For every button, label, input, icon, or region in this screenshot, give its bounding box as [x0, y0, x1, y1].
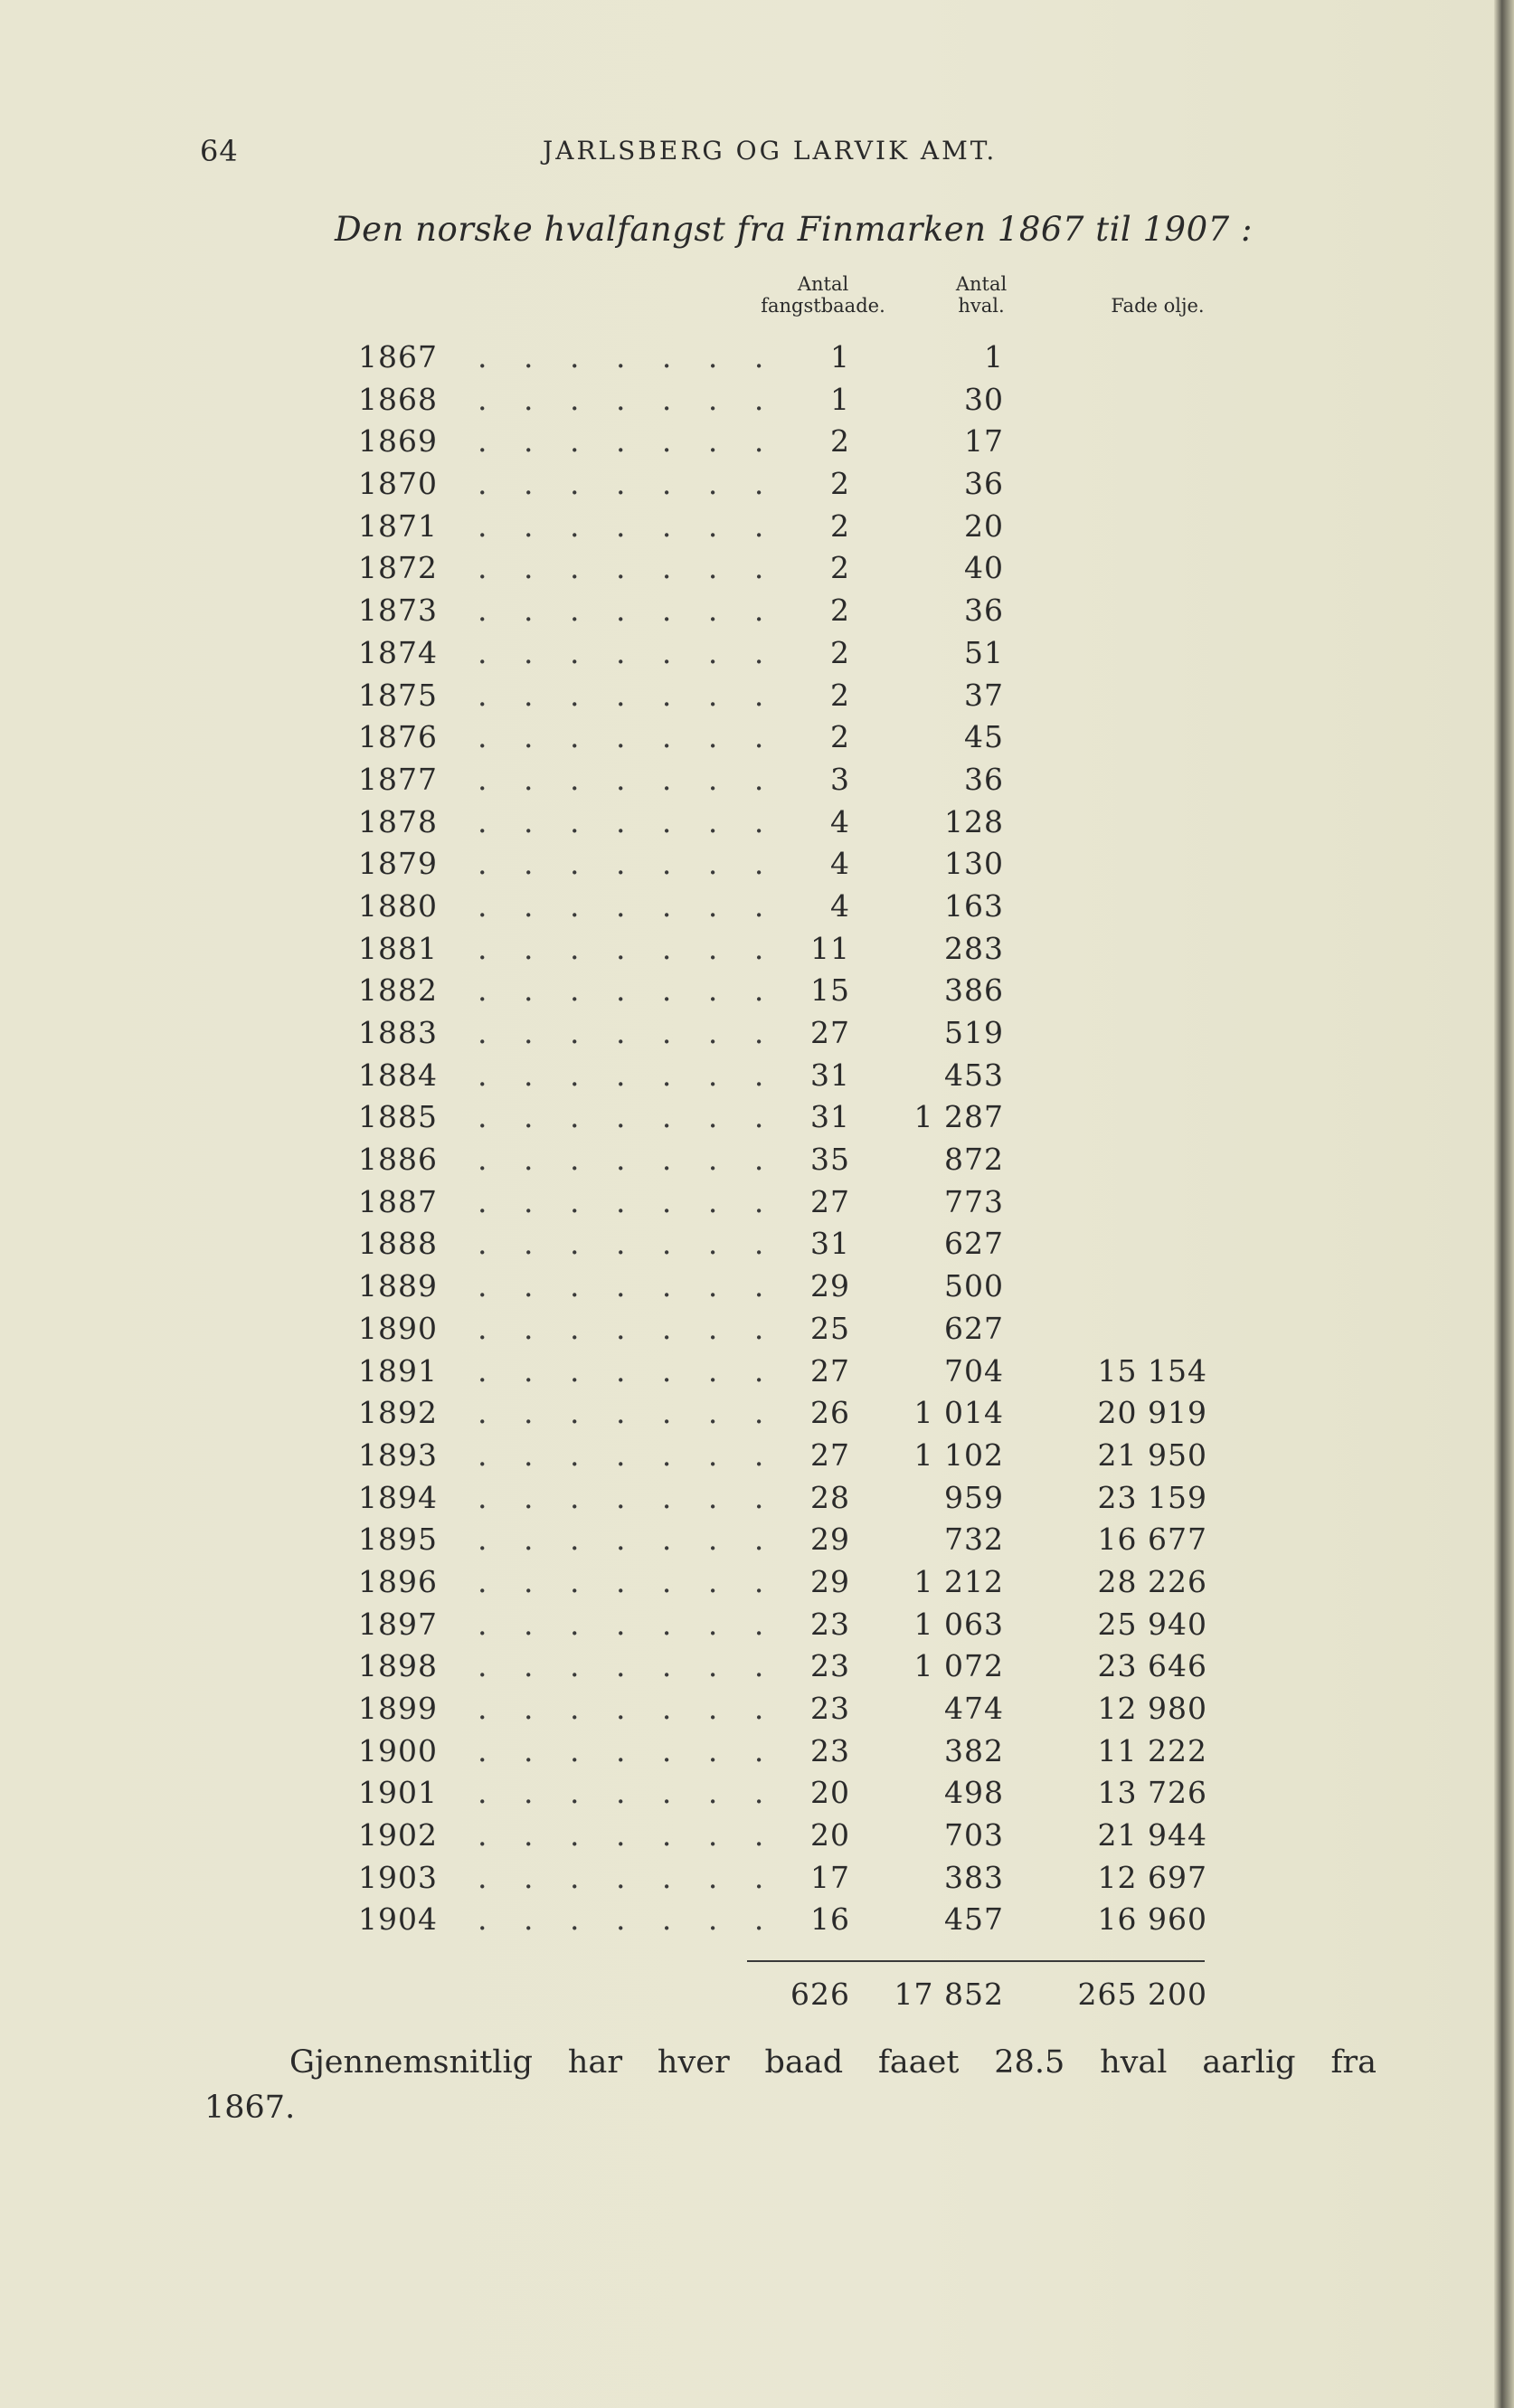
- dot-leader: . . . . . . .: [478, 466, 778, 502]
- table-row: [0, 1899, 1514, 1941]
- whales-cell: 36: [964, 761, 1004, 797]
- boats-cell: 23: [810, 1732, 850, 1768]
- year-cell: 1902: [358, 1817, 438, 1853]
- whales-cell: 457: [944, 1901, 1004, 1938]
- table-row: [0, 506, 1514, 548]
- dot-leader: . . . . . . .: [478, 846, 778, 882]
- year-cell: 1885: [358, 1099, 438, 1135]
- table-row: [0, 590, 1514, 632]
- dot-leader: . . . . . . .: [478, 972, 778, 1009]
- running-head: JARLSBERG OG LARVIK AMT.: [543, 136, 998, 166]
- table-row: [0, 1181, 1514, 1224]
- boats-cell: 15: [810, 972, 850, 1009]
- whales-cell: 1: [984, 339, 1004, 374]
- whales-cell: 959: [944, 1479, 1004, 1515]
- whales-cell: 704: [944, 1352, 1004, 1389]
- year-cell: 1884: [358, 1057, 438, 1093]
- boats-cell: 31: [810, 1057, 850, 1093]
- boats-cell: 2: [830, 466, 850, 502]
- boats-cell: 31: [810, 1099, 850, 1135]
- whales-cell: 36: [964, 593, 1004, 629]
- table-row: [0, 379, 1514, 422]
- boats-cell: 25: [810, 1310, 850, 1346]
- year-cell: 1886: [358, 1142, 438, 1178]
- whales-cell: 36: [964, 466, 1004, 502]
- whales-cell: 1 212: [913, 1563, 1004, 1599]
- totals-rule: [747, 1960, 1205, 1962]
- whales-cell: 453: [944, 1057, 1004, 1093]
- dot-leader: . . . . . . .: [478, 1226, 778, 1262]
- oil-cell: 20 919: [1097, 1395, 1207, 1431]
- dot-leader: . . . . . . .: [478, 550, 778, 586]
- dot-leader: . . . . . . .: [478, 1648, 778, 1684]
- boats-cell: 3: [830, 761, 850, 797]
- summary-paragraph: [204, 2040, 1377, 2130]
- dot-leader: . . . . . . .: [478, 1817, 778, 1853]
- year-cell: 1875: [358, 677, 438, 713]
- total-whales: 17 852: [894, 1977, 1004, 2012]
- boats-cell: 2: [830, 634, 850, 670]
- dot-leader: . . . . . . .: [478, 423, 778, 460]
- year-cell: 1869: [358, 423, 438, 460]
- whales-cell: 51: [964, 634, 1004, 670]
- boats-cell: 31: [810, 1226, 850, 1262]
- page-number: 64: [200, 134, 239, 168]
- boats-cell: 2: [830, 593, 850, 629]
- year-cell: 1898: [358, 1648, 438, 1684]
- whales-cell: 386: [944, 972, 1004, 1009]
- dot-leader: . . . . . . .: [478, 1099, 778, 1135]
- whales-cell: 283: [944, 930, 1004, 966]
- year-cell: 1872: [358, 550, 438, 586]
- table-row: [0, 1223, 1514, 1266]
- table-row: [0, 759, 1514, 801]
- year-cell: 1887: [358, 1183, 438, 1219]
- table-row: [0, 337, 1514, 379]
- dot-leader: . . . . . . .: [478, 719, 778, 755]
- year-cell: 1873: [358, 593, 438, 629]
- whales-cell: 498: [944, 1775, 1004, 1811]
- table-row: [0, 1139, 1514, 1181]
- oil-cell: 16 960: [1097, 1901, 1207, 1938]
- boats-cell: 27: [810, 1183, 850, 1219]
- year-cell: 1889: [358, 1268, 438, 1304]
- boats-cell: 2: [830, 719, 850, 755]
- dot-leader: . . . . . . .: [478, 1015, 778, 1050]
- boats-cell: 27: [810, 1352, 850, 1389]
- whales-cell: 627: [944, 1226, 1004, 1262]
- dot-leader: . . . . . . .: [478, 1479, 778, 1515]
- boats-cell: 4: [830, 803, 850, 839]
- table-row: [0, 1266, 1514, 1308]
- dot-leader: . . . . . . .: [478, 1183, 778, 1219]
- dot-leader: . . . . . . .: [478, 339, 778, 374]
- whales-cell: 872: [944, 1142, 1004, 1178]
- table-row: [0, 547, 1514, 590]
- table-row: [0, 716, 1514, 759]
- table-row: [0, 1645, 1514, 1688]
- dot-leader: . . . . . . .: [478, 1142, 778, 1178]
- table-row: [0, 1688, 1514, 1730]
- table-row: [0, 1012, 1514, 1055]
- oil-cell: 13 726: [1097, 1775, 1207, 1811]
- boats-cell: 27: [810, 1436, 850, 1473]
- year-cell: 1890: [358, 1310, 438, 1346]
- boats-cell: 2: [830, 507, 850, 544]
- table-row: [0, 675, 1514, 717]
- column-header-whales: Antal hval.: [955, 273, 1008, 317]
- table-row: [0, 632, 1514, 675]
- dot-leader: . . . . . . .: [478, 1057, 778, 1093]
- whales-cell: 128: [944, 803, 1004, 839]
- table-row: [0, 843, 1514, 886]
- summary-line-2: 1867.: [204, 2090, 296, 2126]
- table-row: [0, 1519, 1514, 1561]
- dot-leader: . . . . . . .: [478, 677, 778, 713]
- year-cell: 1895: [358, 1522, 438, 1558]
- whales-cell: 45: [964, 719, 1004, 755]
- column-header-oil: Fade olje.: [1111, 295, 1205, 317]
- whales-cell: 40: [964, 550, 1004, 586]
- oil-cell: 21 950: [1097, 1436, 1207, 1473]
- table-row: [0, 1308, 1514, 1351]
- whales-cell: 1 287: [913, 1099, 1004, 1135]
- oil-cell: 25 940: [1097, 1606, 1207, 1642]
- table-row: [0, 801, 1514, 844]
- boats-cell: 27: [810, 1015, 850, 1050]
- year-cell: 1904: [358, 1901, 438, 1938]
- year-cell: 1876: [358, 719, 438, 755]
- table-row: [0, 886, 1514, 928]
- total-oil: 265 200: [1077, 1977, 1207, 2012]
- whales-cell: 500: [944, 1268, 1004, 1304]
- year-cell: 1883: [358, 1015, 438, 1050]
- oil-cell: 12 980: [1097, 1691, 1207, 1726]
- year-cell: 1888: [358, 1226, 438, 1262]
- table-row: [0, 1055, 1514, 1097]
- oil-cell: 23 159: [1097, 1479, 1207, 1515]
- table-row: [0, 1730, 1514, 1773]
- oil-cell: 28 226: [1097, 1563, 1207, 1599]
- boats-cell: 2: [830, 550, 850, 586]
- whales-cell: 17: [964, 423, 1004, 460]
- dot-leader: . . . . . . .: [478, 1732, 778, 1768]
- whales-cell: 474: [944, 1691, 1004, 1726]
- boats-cell: 20: [810, 1775, 850, 1811]
- table-row: [0, 1351, 1514, 1393]
- year-cell: 1881: [358, 930, 438, 966]
- boats-cell: 4: [830, 846, 850, 882]
- table-row: [0, 1096, 1514, 1139]
- whales-cell: 627: [944, 1310, 1004, 1346]
- year-cell: 1896: [358, 1563, 438, 1599]
- dot-leader: . . . . . . .: [478, 930, 778, 966]
- year-cell: 1901: [358, 1775, 438, 1811]
- table-row: [0, 1435, 1514, 1477]
- year-cell: 1880: [358, 887, 438, 924]
- year-cell: 1897: [358, 1606, 438, 1642]
- summary-line-1: Gjennemsnitlig har hver baad faaet 28.5 hval aarlig fra: [289, 2044, 1377, 2081]
- dot-leader: . . . . . . .: [478, 887, 778, 924]
- oil-cell: 16 677: [1097, 1522, 1207, 1558]
- table-row: [0, 928, 1514, 971]
- year-cell: 1903: [358, 1859, 438, 1895]
- table-row: [0, 1857, 1514, 1900]
- whales-cell: 37: [964, 677, 1004, 713]
- whales-cell: 773: [944, 1183, 1004, 1219]
- dot-leader: . . . . . . .: [478, 803, 778, 839]
- year-cell: 1871: [358, 507, 438, 544]
- table-row: [0, 1477, 1514, 1520]
- boats-cell: 1: [830, 381, 850, 417]
- dot-leader: . . . . . . .: [478, 593, 778, 629]
- year-cell: 1878: [358, 803, 438, 839]
- table-row: [0, 1772, 1514, 1815]
- dot-leader: . . . . . . .: [478, 761, 778, 797]
- boats-cell: 1: [830, 339, 850, 374]
- boats-cell: 29: [810, 1522, 850, 1558]
- boats-cell: 20: [810, 1817, 850, 1853]
- boats-cell: 35: [810, 1142, 850, 1178]
- year-cell: 1900: [358, 1732, 438, 1768]
- table-row: [0, 970, 1514, 1012]
- boats-cell: 26: [810, 1395, 850, 1431]
- boats-cell: 2: [830, 677, 850, 713]
- dot-leader: . . . . . . .: [478, 1775, 778, 1811]
- dot-leader: . . . . . . .: [478, 1436, 778, 1473]
- boats-cell: 29: [810, 1563, 850, 1599]
- dot-leader: . . . . . . .: [478, 381, 778, 417]
- year-cell: 1874: [358, 634, 438, 670]
- year-cell: 1868: [358, 381, 438, 417]
- whales-cell: 519: [944, 1015, 1004, 1050]
- year-cell: 1877: [358, 761, 438, 797]
- dot-leader: . . . . . . .: [478, 1563, 778, 1599]
- dot-leader: . . . . . . .: [478, 1901, 778, 1938]
- oil-cell: 23 646: [1097, 1648, 1207, 1684]
- table-row: [0, 1604, 1514, 1646]
- table-row: [0, 1815, 1514, 1857]
- whaling-table-body: [0, 337, 1514, 1941]
- whales-cell: 383: [944, 1859, 1004, 1895]
- whales-cell: 163: [944, 887, 1004, 924]
- whales-cell: 732: [944, 1522, 1004, 1558]
- boats-cell: 4: [830, 887, 850, 924]
- dot-leader: . . . . . . .: [478, 634, 778, 670]
- whales-cell: 1 063: [913, 1606, 1004, 1642]
- year-cell: 1899: [358, 1691, 438, 1726]
- year-cell: 1893: [358, 1436, 438, 1473]
- dot-leader: . . . . . . .: [478, 1310, 778, 1346]
- year-cell: 1892: [358, 1395, 438, 1431]
- oil-cell: 11 222: [1097, 1732, 1207, 1768]
- oil-cell: 21 944: [1097, 1817, 1207, 1853]
- whales-cell: 1 072: [913, 1648, 1004, 1684]
- year-cell: 1894: [358, 1479, 438, 1515]
- dot-leader: . . . . . . .: [478, 1606, 778, 1642]
- table-row: [0, 1561, 1514, 1604]
- dot-leader: . . . . . . .: [478, 1268, 778, 1304]
- boats-cell: 16: [810, 1901, 850, 1938]
- boats-cell: 23: [810, 1648, 850, 1684]
- boats-cell: 28: [810, 1479, 850, 1515]
- dot-leader: . . . . . . .: [478, 1395, 778, 1431]
- whales-cell: 30: [964, 381, 1004, 417]
- boats-cell: 23: [810, 1606, 850, 1642]
- year-cell: 1867: [358, 339, 438, 374]
- whales-cell: 20: [964, 507, 1004, 544]
- table-row: [0, 463, 1514, 506]
- table-row: [0, 421, 1514, 463]
- year-cell: 1891: [358, 1352, 438, 1389]
- oil-cell: 12 697: [1097, 1859, 1207, 1895]
- year-cell: 1882: [358, 972, 438, 1009]
- oil-cell: 15 154: [1097, 1352, 1207, 1389]
- boats-cell: 17: [810, 1859, 850, 1895]
- totals-row: [0, 1974, 1514, 2015]
- year-cell: 1879: [358, 846, 438, 882]
- table-row: [0, 1392, 1514, 1435]
- whales-cell: 130: [944, 846, 1004, 882]
- boats-cell: 11: [810, 930, 850, 966]
- whales-cell: 1 014: [913, 1395, 1004, 1431]
- column-header-boats: Antal fangstbaade.: [761, 273, 885, 317]
- dot-leader: . . . . . . .: [478, 1691, 778, 1726]
- table-title: Den norske hvalfangst fra Finmarken 1867 til 1907 :: [335, 210, 1253, 249]
- total-boats: 626: [790, 1977, 850, 2012]
- dot-leader: . . . . . . .: [478, 1352, 778, 1389]
- whales-cell: 382: [944, 1732, 1004, 1768]
- year-cell: 1870: [358, 466, 438, 502]
- boats-cell: 23: [810, 1691, 850, 1726]
- dot-leader: . . . . . . .: [478, 1859, 778, 1895]
- whales-cell: 703: [944, 1817, 1004, 1853]
- boats-cell: 29: [810, 1268, 850, 1304]
- boats-cell: 2: [830, 423, 850, 460]
- dot-leader: . . . . . . .: [478, 507, 778, 544]
- dot-leader: . . . . . . .: [478, 1522, 778, 1558]
- whales-cell: 1 102: [913, 1436, 1004, 1473]
